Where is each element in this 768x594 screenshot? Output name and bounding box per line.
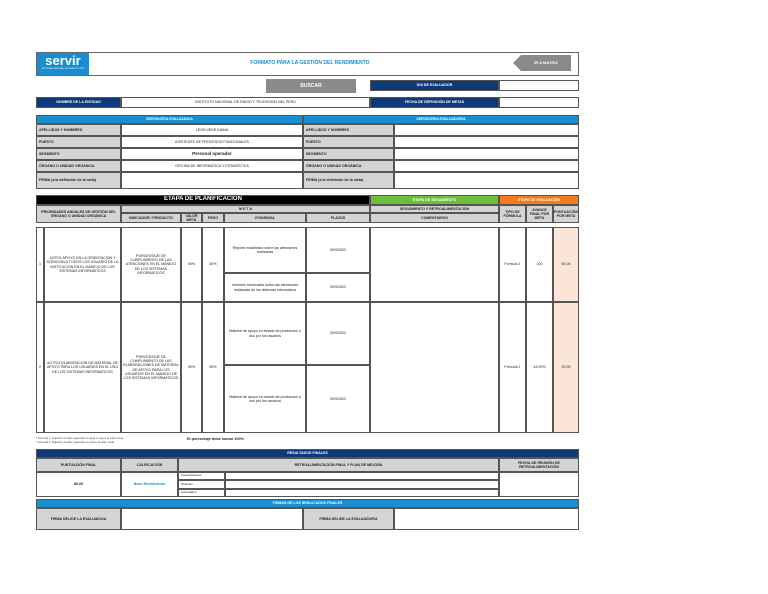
feedback-date-input[interactable]	[499, 472, 579, 497]
evaluated-final-signature-label: FIRMA DEL/DE LA EVALUADO/A	[36, 508, 121, 530]
evaluated-name-label: APELLIDOS Y NOMBRES	[36, 124, 121, 136]
evaluated-name-value: LEON VEKE DIANA	[121, 124, 303, 136]
goal-indicator: PORCENTAJE DE CUMPLIMIENTO DE LAS ELABORACIONES DE MATERIAL DE APOYO PARA LOS USUARIOS EN EL MANEJO DE LOS SISTEMAS INFORMATICOS	[121, 302, 181, 433]
evaluated-final-signature-field[interactable]	[121, 508, 303, 530]
goal-target: 90%	[181, 302, 202, 433]
goal-comments-input[interactable]	[370, 302, 499, 433]
feedback-row-label: Rotación	[178, 480, 225, 489]
logo-text: servir	[45, 53, 81, 68]
final-score-header: PUNTUACIÓN FINAL	[36, 458, 121, 472]
formula-note: * Fórmula 2: Superior al valor esperado es menor al valor meta	[36, 440, 115, 444]
goal-score: 20.00	[553, 302, 579, 433]
goal-comments-input[interactable]	[370, 227, 499, 302]
goal-number: 2	[36, 302, 44, 433]
goal-number: 1	[36, 227, 44, 302]
evaluated-signature-field[interactable]	[121, 172, 303, 189]
goal-evidence: Informes mensuales sobre las atenciones realizadas de los sistemas informaticos	[224, 273, 306, 302]
evaluated-section-title: SERVIDOR/A EVALUADO/A	[36, 115, 303, 124]
page-title: FORMATO PARA LA GESTIÓN DEL RENDIMIENTO	[250, 60, 370, 66]
goal-date-label: FECHA DE DEFINICIÓN DE METAS	[370, 97, 499, 108]
evaluator-final-signature-field[interactable]	[394, 508, 579, 530]
goal-final-progress: 43.00%	[526, 302, 553, 433]
evaluated-position-label: PUESTO	[36, 136, 121, 148]
feedback-date-header: FECHA DE REUNIÓN DE RETROALIMENTACIÓN	[499, 458, 579, 472]
deadline-header: PLAZOS	[306, 213, 370, 223]
dni-input[interactable]	[499, 80, 579, 91]
evaluator-final-signature-label: FIRMA DEL/DE LA EVALUADOR/A	[303, 508, 394, 530]
goal-weight: 50%	[202, 227, 224, 302]
evaluator-position-input[interactable]	[394, 136, 579, 148]
evaluated-segment-value: Personal operador	[121, 148, 303, 160]
evidence-header: EVIDENCIA	[224, 213, 306, 223]
goal-deadline: 30/9/2023	[306, 273, 370, 302]
evaluator-segment-input[interactable]	[394, 148, 579, 160]
evaluator-signature-label: FIRMA (a la definición de la meta)	[303, 172, 394, 189]
back-button-label: IR A MATRIZ	[534, 60, 558, 65]
back-to-matrix-button[interactable]	[513, 55, 571, 71]
signatures-section-title: FIRMAS DE LOS RESULTADOS FINALES	[36, 499, 579, 508]
servir-logo	[37, 53, 89, 75]
entity-label: NOMBRE DE LA ENTIDAD	[36, 97, 121, 108]
entity-value: INSTITUTO NACIONAL DE RADIO Y TELEVISION DEL PERU	[121, 97, 370, 108]
evaluation-stage-header: ETAPA DE EVALUACIÓN	[499, 195, 579, 205]
target-header: VALOR META	[181, 213, 202, 223]
goal-formula: Fórmula 1	[499, 227, 526, 302]
evaluator-signature-field[interactable]	[394, 172, 579, 189]
goal-final-progress: 100	[526, 227, 553, 302]
feedback-row-label: Capacitaciones	[178, 472, 225, 480]
score-header: PUNTUACIÓN POR META	[553, 205, 579, 223]
feedback-header: RETROALIMENTACIÓN FINAL Y PLAN DE MEJORA	[178, 458, 499, 472]
goal-deadline: 30/9/2023	[306, 365, 370, 433]
search-button[interactable]: BUSCAR	[266, 79, 356, 93]
evaluated-unit-label: ÓRGANO O UNIDAD ORGÁNICA	[36, 160, 121, 172]
goal-indicator: PORCENTAJE DE CUMPLIMIENTO DE LAS ATENCIONES EN EL MANEJO DE LOS SISTEMAS INFORMATICOS	[121, 227, 181, 302]
goal-score: 60.00	[553, 227, 579, 302]
feedback-row-input[interactable]	[225, 472, 499, 480]
goal-formula: Fórmula 1	[499, 302, 526, 433]
meta-header: M E T A	[121, 205, 370, 213]
evaluated-position-value: ASISTENTE DE PROCESOS FUNCIONALES	[121, 136, 303, 148]
weight-note: El porcentaje debe sumar 100%	[187, 437, 244, 441]
evaluator-position-label: PUESTO	[303, 136, 394, 148]
followup-stage-header: ETAPA DE SEGUIMIENTO	[370, 195, 499, 205]
evaluated-signature-label: FIRMA (a la definición de la meta)	[36, 172, 121, 189]
goal-evidence: Material de apoyo en estado de produccion y uso por los usuarios	[224, 365, 306, 433]
final-score-value: 80.00	[36, 472, 121, 497]
evaluator-name-input[interactable]	[394, 124, 579, 136]
evaluated-unit-value: OFICINA DE INFORMÁTICA Y ESTADÍSTICA	[121, 160, 303, 172]
followup-header: SEGUIMIENTO Y RETROALIMENTACIÓN	[370, 205, 499, 213]
feedback-row-label: Actividades	[178, 489, 225, 497]
evaluator-segment-label: SEGMENTO	[303, 148, 394, 160]
goal-target: 90%	[181, 227, 202, 302]
priorities-header: PRIORIDADES ANUALES DE GESTIÓN DEL ÓRGANO O UNIDAD ORGÁNICA	[36, 205, 121, 223]
planning-stage-header: ETAPA DE PLANIFICACIÓN	[36, 195, 370, 205]
evaluator-unit-input[interactable]	[394, 160, 579, 172]
goal-weight: 50%	[202, 302, 224, 433]
goal-deadline: 30/9/2023	[306, 302, 370, 365]
final-progress-header: AVANCE FINAL POR META	[526, 205, 553, 223]
dni-label: DNI DE EVALUADOR	[370, 80, 499, 91]
indicator-header: INDICADOR / PRODUCTO	[121, 213, 181, 223]
formula-note: * Fórmula 1: Superior al valor esperado es igual o mayor al valor meta	[36, 436, 123, 440]
logo-subtext: AUTORIDAD NACIONAL DEL SERVICIO CIVIL	[41, 68, 85, 70]
evaluator-section-title: SERVIDOR/A EVALUADOR/A	[303, 115, 579, 124]
goal-date-input[interactable]	[499, 97, 579, 108]
weight-header: PESO	[202, 213, 224, 223]
evaluator-unit-label: ÓRGANO O UNIDAD ORGÁNICA	[303, 160, 394, 172]
goal-priority: ACPO1 APOYO EN LA ORIENTACION Y ATENCION A TODOS LOS USUARIO DE LA INSTITUCION EN EL MANEJO DE LOS SISTEMAS INFORMATICOS	[44, 227, 121, 302]
results-section-title: RESULTADOS FINALES	[36, 449, 579, 458]
comments-header: COMENTARIOS	[370, 213, 499, 223]
evaluator-name-label: APELLIDOS Y NOMBRES	[303, 124, 394, 136]
rating-value: Buen Rendimiento	[121, 472, 178, 497]
evaluated-segment-label: SEGMENTO	[36, 148, 121, 160]
goal-evidence: Material de apoyo en estado de produccion y uso por los usuarios	[224, 302, 306, 365]
formula-header: TIPO DE FÓRMULA	[499, 205, 526, 223]
goal-evidence: Reporte estadistico sobre las atenciones realizadas	[224, 227, 306, 273]
feedback-row-input[interactable]	[225, 480, 499, 489]
feedback-row-input[interactable]	[225, 489, 499, 497]
goal-deadline: 30/9/2023	[306, 227, 370, 273]
goal-priority: AO PO1 ELABORACION DE MATERIAL DE APOYO PARA LOS USUARIOS EN EL USO DE LOS SISTEMAS INFORMATICOS	[44, 302, 121, 433]
rating-header: CALIFICACIÓN	[121, 458, 178, 472]
